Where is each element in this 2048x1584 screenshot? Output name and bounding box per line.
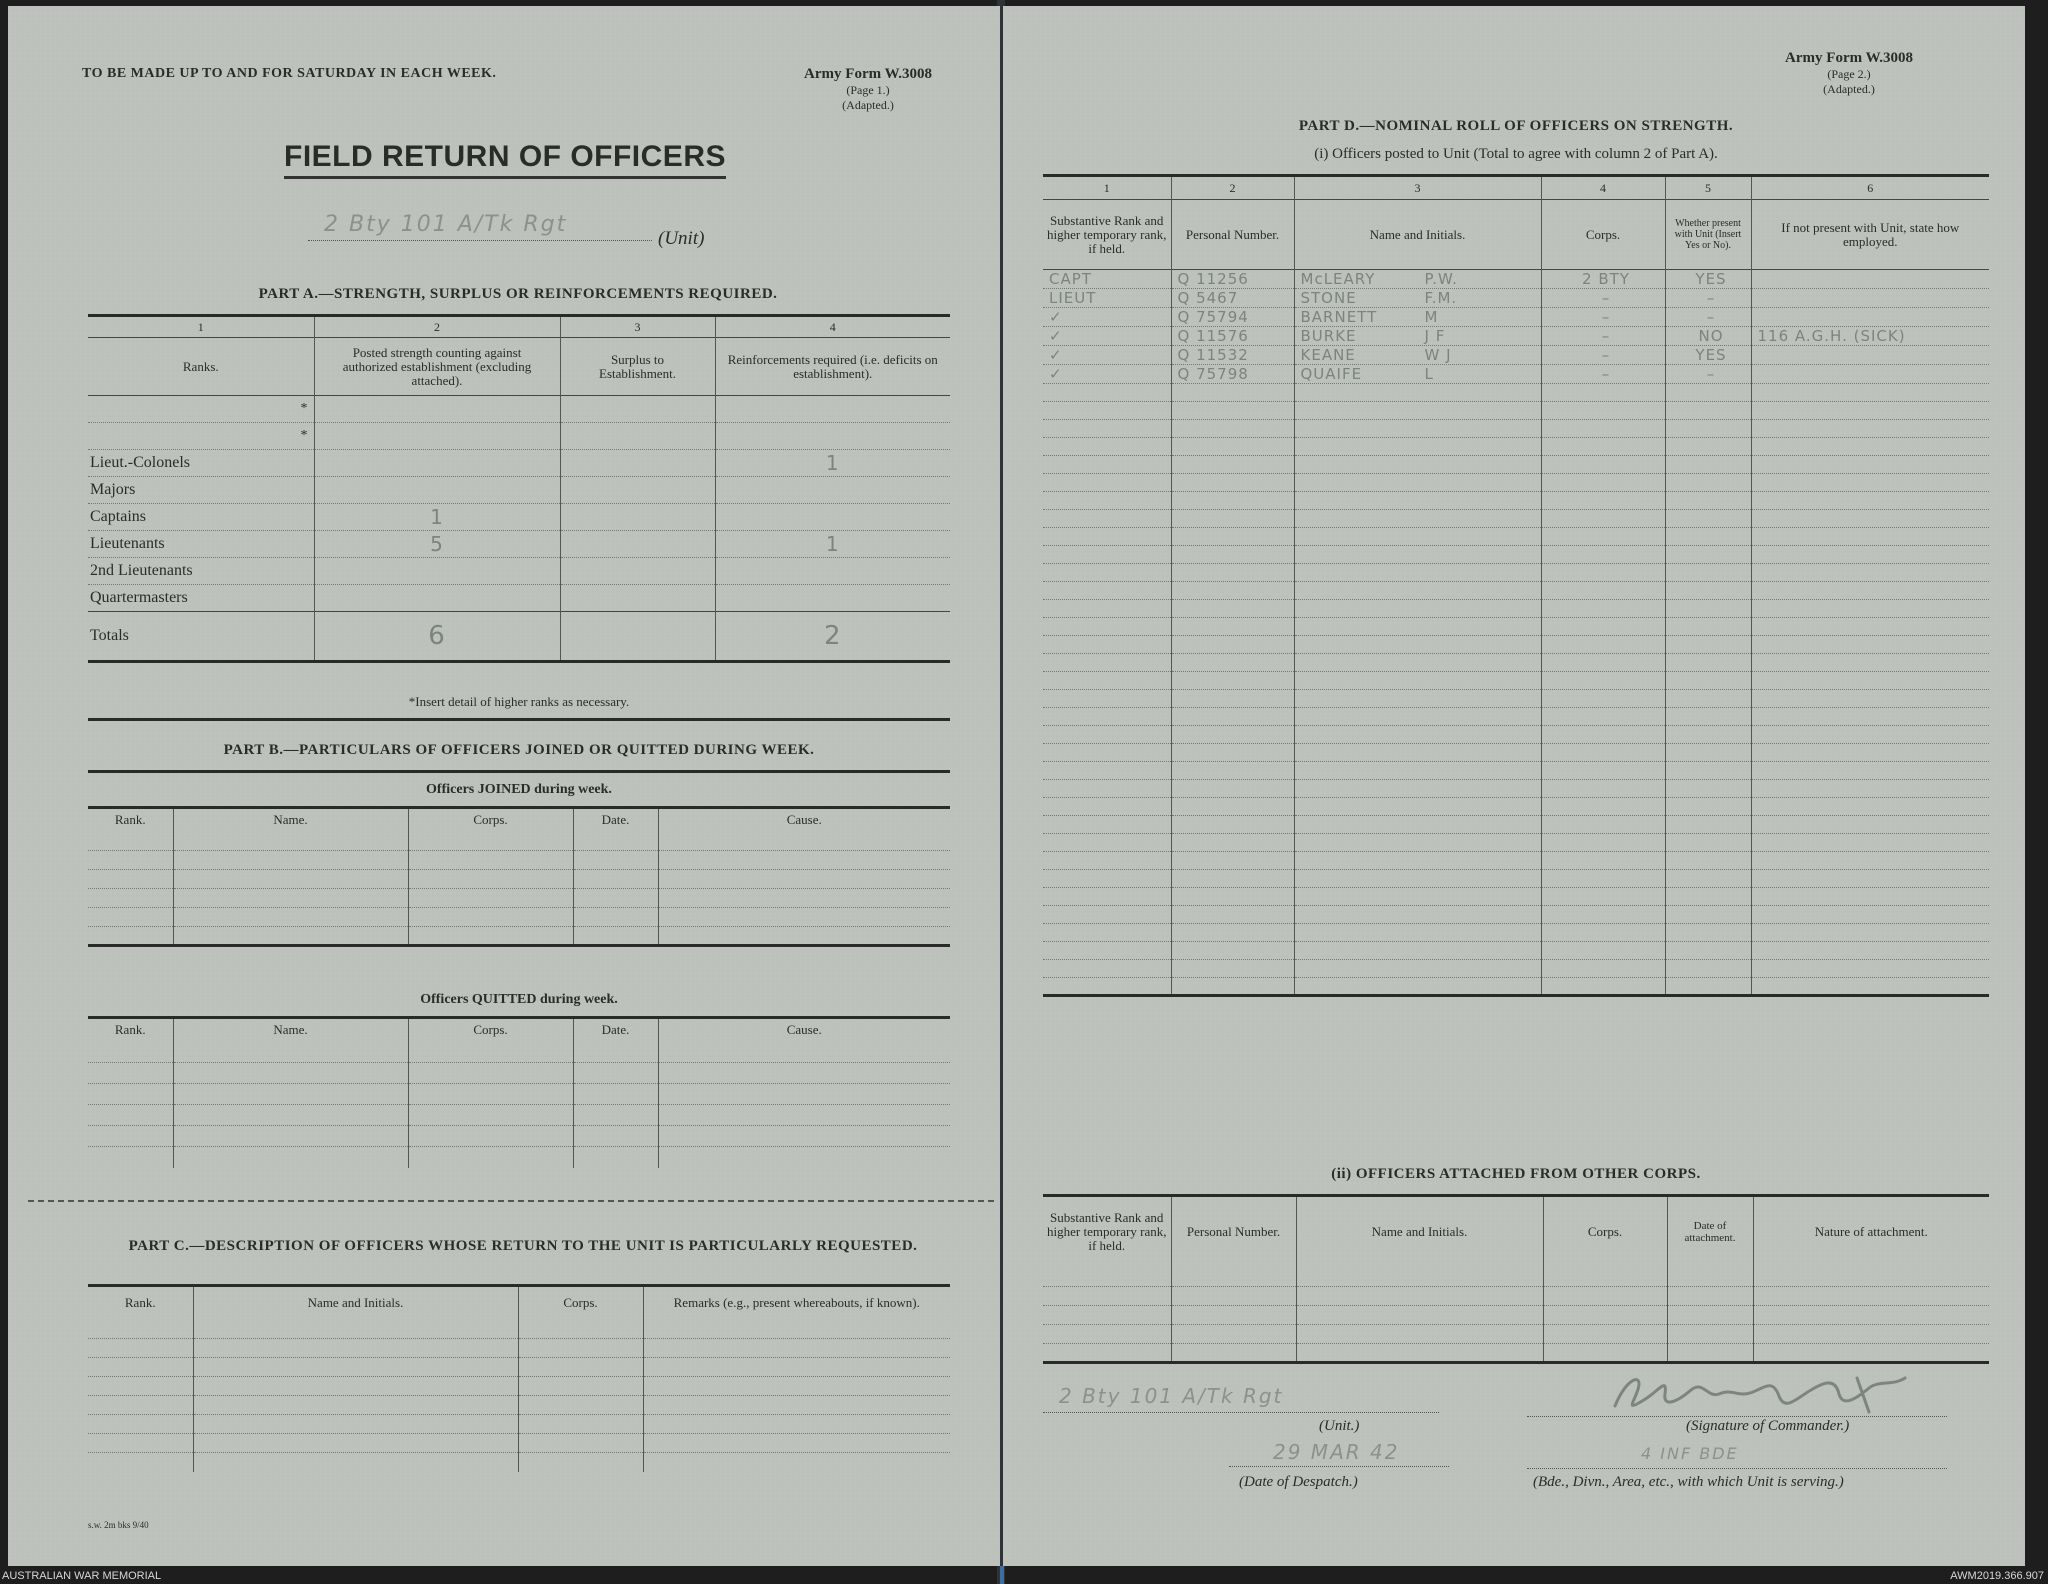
form-id: Army Form W.3008 (804, 66, 932, 82)
roll-row-blank (1043, 672, 1989, 690)
col-header-employed: If not present with Unit, state how employed. (1751, 200, 1989, 270)
date-label: (Date of Despatch.) (1239, 1474, 1358, 1490)
col-number: 2 (1171, 176, 1294, 200)
roll-row-blank (1043, 816, 1989, 834)
roll-row (1043, 346, 1989, 365)
roll-row (1043, 270, 1989, 289)
part-d-roll (1043, 174, 1989, 997)
roll-row-blank (1043, 564, 1989, 582)
roll-row-blank (1043, 744, 1989, 762)
unit-label: (Unit) (658, 228, 705, 249)
form-id-block (778, 66, 958, 113)
roll-row-blank (1043, 474, 1989, 492)
col-header-posted: Posted strength counting against authorized establishment (excluding attached). (314, 338, 560, 396)
surplus-value (560, 504, 715, 531)
roll-row-blank (1043, 726, 1989, 744)
col-header-cause: Cause. (658, 808, 950, 832)
present-cell: NO (1665, 327, 1751, 346)
unit-label: (Unit.) (1319, 1418, 1360, 1434)
employed-cell (1751, 346, 1989, 365)
part-b-title: PART B.—PARTICULARS OF OFFICERS JOINED OR QUITTED DURING WEEK. (223, 742, 815, 758)
roll-row-blank (1043, 420, 1989, 438)
present-cell: – (1665, 365, 1751, 384)
commander-signature (1607, 1368, 1937, 1418)
col-header-date: Date. (573, 808, 658, 832)
roll-row-blank (1043, 384, 1989, 402)
roll-row-blank (1043, 834, 1989, 852)
page-label: (Page 2.) (1827, 67, 1871, 81)
col-number: 2 (314, 316, 560, 338)
col-number: 1 (197, 319, 204, 334)
roll-row (1043, 289, 1989, 308)
corps-cell: 2 BTY (1541, 270, 1665, 289)
initials: P.W. (1424, 270, 1458, 288)
unit-handwritten: 2 Bty 101 A/Tk Rgt (1059, 1384, 1284, 1408)
employed-cell (1751, 365, 1989, 384)
name-cell (1294, 346, 1541, 365)
archive-institution: AUSTRALIAN WAR MEMORIAL (2, 1570, 162, 1582)
col-header-reinforcements: Reinforcements required (i.e. deficits on establishment). (715, 338, 950, 396)
adapted-label: (Adapted.) (1823, 82, 1875, 96)
corps-cell: – (1541, 365, 1665, 384)
totals-row (88, 612, 950, 662)
part-a-table (88, 314, 950, 663)
posted-value (314, 477, 560, 504)
rank-cell: ✓ (1043, 365, 1171, 384)
date-handwritten: 29 MAR 42 (1273, 1440, 1400, 1464)
totals-surplus (560, 612, 715, 662)
number-cell: Q 75798 (1171, 365, 1294, 384)
roll-rows (1043, 270, 1989, 996)
roll-row-blank (1043, 870, 1989, 888)
name-cell (1294, 365, 1541, 384)
roll-row-blank (1043, 798, 1989, 816)
quitted-table (88, 1016, 950, 1168)
surname: KEANE (1300, 346, 1356, 364)
attached-table (1043, 1194, 1989, 1364)
posted-value: 5 (314, 531, 560, 558)
rank-cell: ✓ (1043, 308, 1171, 327)
present-cell: – (1665, 289, 1751, 308)
roll-row-blank (1043, 636, 1989, 654)
roll-row-blank (1043, 690, 1989, 708)
col-number: 1 (1103, 180, 1110, 195)
form-id-block (1749, 50, 1949, 97)
form-page-1 (8, 6, 1000, 1566)
roll-row-blank (1043, 546, 1989, 564)
posted-value (314, 558, 560, 585)
roll-row-blank (1043, 924, 1989, 942)
totals-label: Totals (90, 627, 129, 644)
col-number: 4 (1541, 176, 1665, 200)
col-header-rank: Substantive Rank and higher temporary rank, if held. (1047, 212, 1167, 256)
roll-row-blank (1043, 762, 1989, 780)
formation-label: (Bde., Divn., Area, etc., with which Unit is serving.) (1533, 1474, 1844, 1490)
roll-row-blank (1043, 492, 1989, 510)
posted-value (314, 450, 560, 477)
employed-cell (1751, 289, 1989, 308)
rank-row (88, 477, 950, 504)
archive-footer (0, 1568, 2048, 1584)
col-number: 6 (1751, 176, 1989, 200)
employed-cell (1751, 308, 1989, 327)
joined-title: Officers JOINED during week. (426, 782, 612, 797)
present-cell: YES (1665, 270, 1751, 289)
col-header-surplus: Surplus to Establishment. (560, 338, 715, 396)
name-cell (1294, 308, 1541, 327)
surplus-value (560, 477, 715, 504)
number-cell: Q 11256 (1171, 270, 1294, 289)
roll-row-blank (1043, 582, 1989, 600)
number-cell: Q 75794 (1171, 308, 1294, 327)
corps-cell: – (1541, 327, 1665, 346)
col-header-rank: Substantive Rank and higher temporary rank, if held. (1047, 1210, 1167, 1254)
surplus-value (560, 531, 715, 558)
date-line (1229, 1438, 1449, 1467)
unit-handwritten: 2 Bty 101 A/Tk Rgt (324, 212, 568, 237)
number-cell: Q 11576 (1171, 327, 1294, 346)
unit-line (308, 212, 652, 241)
surname: BURKE (1300, 327, 1357, 345)
col-header-corps: Corps. (1543, 1196, 1667, 1268)
rank-name: Lieut.-Colonels (88, 450, 314, 477)
name-cell (1294, 327, 1541, 346)
part-a-title: PART A.—STRENGTH, SURPLUS OR REINFORCEMENTS REQUIRED. (258, 286, 778, 302)
reinf-value (715, 504, 950, 531)
name-cell (1294, 289, 1541, 308)
part-d-table (1043, 174, 1989, 997)
rank-cell: ✓ (1043, 327, 1171, 346)
col-header-present: Whether present with Unit (Insert Yes or No). (1665, 200, 1751, 270)
initials: J F (1424, 327, 1446, 345)
col-number: 5 (1665, 176, 1751, 200)
rank-name: Quartermasters (90, 589, 188, 606)
roll-row-blank (1043, 888, 1989, 906)
present-cell: – (1665, 308, 1751, 327)
col-header-ranks: Ranks. (182, 358, 219, 374)
signature-label: (Signature of Commander.) (1686, 1418, 1850, 1434)
part-d-title: PART D.—NOMINAL ROLL OF OFFICERS ON STRENGTH. (1298, 118, 1734, 134)
rank-row (88, 531, 950, 558)
attached-title: (ii) OFFICERS ATTACHED FROM OTHER CORPS. (1331, 1166, 1701, 1182)
roll-row-blank (1043, 618, 1989, 636)
col-header-rank: Rank. (114, 1022, 146, 1038)
roll-row-blank (1043, 528, 1989, 546)
col-header-number: Personal Number. (1171, 1196, 1296, 1268)
posted-value (314, 585, 560, 612)
col-header-name-initials: Name and Initials. (193, 1286, 518, 1320)
rank-cell: CAPT (1043, 270, 1171, 289)
page-label: (Page 1.) (846, 83, 890, 97)
initials: F.M. (1424, 289, 1458, 307)
reinf-value: 1 (715, 531, 950, 558)
part-c-title: PART C.—DESCRIPTION OF OFFICERS WHOSE RETURN TO THE UNIT IS PARTICULARLY REQUESTED. (128, 1238, 918, 1254)
col-number: 3 (1294, 176, 1541, 200)
rank-cell: ✓ (1043, 346, 1171, 365)
present-cell: YES (1665, 346, 1751, 365)
reinf-value (715, 558, 950, 585)
col-header-name: Name and Initials. (1296, 1196, 1543, 1268)
rank-row (88, 558, 950, 585)
joined-table (88, 806, 950, 947)
divider (88, 770, 950, 773)
totals-posted: 6 (314, 612, 560, 662)
unit-line (1043, 1382, 1439, 1413)
col-header-date-attachment: Date of attachment. (1667, 1196, 1753, 1268)
col-header-nature: Nature of attachment. (1753, 1196, 1989, 1268)
rank-row (88, 504, 950, 531)
part-c-table (88, 1284, 950, 1472)
rank-row (88, 585, 950, 612)
roll-row-blank (1043, 978, 1989, 996)
roll-row-blank (1043, 654, 1989, 672)
roll-row-blank (1043, 852, 1989, 870)
roll-row-blank (1043, 780, 1989, 798)
employed-cell: 116 A.G.H. (SICK) (1751, 327, 1989, 346)
roll-row-blank (1043, 456, 1989, 474)
formation-handwritten: 4 INF BDE (1641, 1444, 1739, 1463)
rank-row (88, 450, 950, 477)
col-number: 4 (715, 316, 950, 338)
employed-cell (1751, 270, 1989, 289)
form-page-2 (1003, 6, 2025, 1566)
roll-row-blank (1043, 942, 1989, 960)
col-header-name: Name and Initials. (1294, 200, 1541, 270)
rank-cell: LIEUT (1043, 289, 1171, 308)
rank-name: 2nd Lieutenants (88, 558, 314, 585)
form-id: Army Form W.3008 (1785, 50, 1913, 66)
col-header-corps: Corps. (1541, 200, 1665, 270)
roll-row-blank (1043, 438, 1989, 456)
part-a-footnote: *Insert detail of higher ranks as necessary. (408, 694, 630, 709)
col-header-corps: Corps. (408, 808, 573, 832)
roll-row (1043, 308, 1989, 327)
col-header-rank: Rank. (124, 1295, 156, 1311)
initials: W J (1424, 346, 1452, 364)
divider (88, 718, 950, 721)
initials: L (1424, 365, 1434, 383)
initials: M (1424, 308, 1439, 326)
col-header-number: Personal Number. (1171, 200, 1294, 270)
surname: BARNETT (1300, 308, 1378, 326)
roll-row-blank (1043, 708, 1989, 726)
col-header-corps: Corps. (408, 1018, 573, 1042)
roll-row-blank (1043, 600, 1989, 618)
surname: STONE (1300, 289, 1357, 307)
roll-row-blank (1043, 906, 1989, 924)
number-cell: Q 11532 (1171, 346, 1294, 365)
adapted-label: (Adapted.) (842, 98, 894, 112)
blank-rank-row: * (88, 423, 314, 450)
roll-row-blank (1043, 402, 1989, 420)
corps-cell: – (1541, 346, 1665, 365)
rank-name: Majors (88, 477, 314, 504)
reinf-value (715, 477, 950, 504)
rank-name: Captains (88, 504, 314, 531)
roll-row-blank (1043, 960, 1989, 978)
roll-row-blank (1043, 510, 1989, 528)
posted-value: 1 (314, 504, 560, 531)
part-d-subtitle: (i) Officers posted to Unit (Total to agree with column 2 of Part A). (1314, 146, 1718, 162)
roll-row (1043, 365, 1989, 384)
corps-cell: – (1541, 289, 1665, 308)
blank-rank-row: * (88, 396, 314, 423)
print-code: s.w. 2m bks 9/40 (88, 1520, 149, 1530)
surplus-value (560, 585, 715, 612)
roll-row (1043, 327, 1989, 346)
header-instruction: TO BE MADE UP TO AND FOR SATURDAY IN EACH WEEK. (82, 66, 497, 81)
col-header-name: Name. (173, 808, 408, 832)
col-header-rank: Rank. (114, 812, 146, 828)
quitted-title: Officers QUITTED during week. (420, 992, 618, 1007)
number-cell: Q 5467 (1171, 289, 1294, 308)
tear-line (28, 1200, 994, 1202)
col-header-date: Date. (573, 1018, 658, 1042)
archive-reference: AWM2019.366.907 (1950, 1570, 2044, 1582)
formation-line (1527, 1440, 1947, 1469)
rank-name: Lieutenants (88, 531, 314, 558)
totals-reinf: 2 (715, 612, 950, 662)
surplus-value (560, 450, 715, 477)
surplus-value (560, 558, 715, 585)
reinf-value (715, 585, 950, 612)
col-header-remarks: Remarks (e.g., present whereabouts, if known). (643, 1286, 950, 1320)
name-cell (1294, 270, 1541, 289)
corps-cell: – (1541, 308, 1665, 327)
surname: McLEARY (1300, 270, 1376, 288)
form-title: FIELD RETURN OF OFFICERS (284, 140, 726, 179)
col-header-name: Name. (173, 1018, 408, 1042)
col-number: 3 (560, 316, 715, 338)
col-header-corps: Corps. (518, 1286, 643, 1320)
col-header-cause: Cause. (658, 1018, 950, 1042)
signature-line (1527, 1382, 1947, 1417)
surname: QUAIFE (1300, 365, 1363, 383)
reinf-value: 1 (715, 450, 950, 477)
